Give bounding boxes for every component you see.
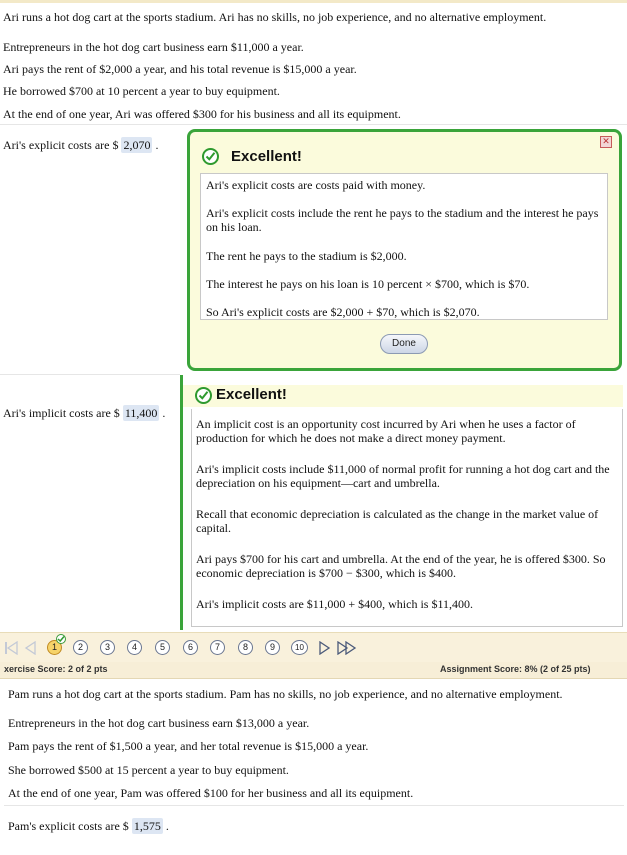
score-bar: [0, 662, 627, 679]
done-button[interactable]: Done: [380, 334, 428, 354]
problem1-fact: He borrowed $700 at 10 percent a year to buy equipment.: [3, 84, 280, 98]
feedback-header: [202, 146, 302, 166]
question-4-button[interactable]: 4: [127, 640, 142, 655]
first-question-icon[interactable]: [4, 641, 38, 655]
assignment-score: Assignment Score: 8% (2 of 25 pts): [440, 664, 591, 674]
problem1-fact: At the end of one year, Ari was offered $300 for his business and all its equipment.: [3, 107, 401, 121]
check-circle-icon: [202, 148, 219, 165]
feedback-paragraph: Ari's implicit costs are $11,000 + $400, which is $11,400.: [196, 597, 474, 611]
problem1-fact: Entrepreneurs in the hot dog cart business earn $11,000 a year.: [3, 40, 304, 54]
implicit-cost-row: [3, 406, 165, 421]
problem2-fact: Entrepreneurs in the hot dog cart business earn $13,000 a year.: [8, 716, 310, 730]
question-7-button[interactable]: 7: [210, 640, 225, 655]
problem2-intro: Pam runs a hot dog cart at the sports stadium. Pam has no skills, no job experience, and no alternative employment.: [8, 687, 563, 701]
explicit-cost-label: Ari's explicit costs are $: [3, 138, 119, 152]
feedback-header: [183, 385, 623, 407]
problem2-fact: At the end of one year, Pam was offered $100 for her business and all its equipment.: [8, 786, 414, 800]
divider: [0, 124, 627, 125]
problem1-intro: Ari runs a hot dog cart at the sports stadium. Ari has no skills, no job experience, and no alternative employment.: [3, 10, 547, 24]
explicit-cost-answer[interactable]: 1,575: [133, 819, 161, 833]
feedback-panel-border: [180, 375, 183, 630]
question-navigation: [0, 632, 627, 663]
feedback-paragraph: Ari's explicit costs are costs paid with money.: [206, 178, 426, 192]
question-10-button[interactable]: 10: [291, 640, 308, 655]
feedback-paragraph: Ari's explicit costs include the rent he pays to the stadium and the interest he pays on his loan.: [206, 206, 599, 234]
feedback-paragraph: Ari pays $700 for his cart and umbrella. At the end of the year, he is offered $300. So economic depreciation is $700 − $300, which is $400.: [196, 552, 606, 580]
question-5-button[interactable]: 5: [155, 640, 170, 655]
problem1-fact: Ari pays the rent of $2,000 a year, and his total revenue is $15,000 a year.: [3, 62, 357, 76]
top-accent-line: [0, 0, 627, 3]
feedback-paragraph: The rent he pays to the stadium is $2,000.: [206, 249, 407, 263]
pam-explicit-cost-row: [8, 819, 169, 834]
explicit-cost-row: [3, 138, 158, 153]
feedback-popup-explicit: [187, 129, 622, 371]
exercise-score: xercise Score: 2 of 2 pts: [4, 664, 108, 674]
close-icon[interactable]: ✕: [600, 136, 612, 148]
next-question-icon[interactable]: [318, 641, 362, 655]
implicit-cost-label: Ari's implicit costs are $: [3, 406, 120, 420]
check-circle-icon: [195, 387, 212, 404]
feedback-title: Excellent!: [231, 147, 302, 165]
implicit-cost-answer[interactable]: 11,400: [124, 406, 158, 420]
question-8-button[interactable]: 8: [238, 640, 253, 655]
feedback-body: [200, 173, 608, 320]
explicit-cost-label: Pam's explicit costs are $: [8, 819, 129, 833]
completed-check-icon: [56, 634, 66, 644]
feedback-paragraph: Ari's implicit costs include $11,000 of normal profit for running a hot dog cart and the depreciation on his equipment—cart and umbrella.: [196, 462, 610, 490]
feedback-paragraph: The interest he pays on his loan is 10 percent × $700, which is $70.: [206, 277, 530, 291]
feedback-paragraph: An implicit cost is an opportunity cost incurred by Ari when he uses a factor of production for which he does not make a direct money payment.: [196, 417, 576, 445]
feedback-title: Excellent!: [216, 386, 287, 403]
question-1-button[interactable]: 1: [47, 640, 62, 655]
feedback-body: [191, 409, 623, 627]
question-9-button[interactable]: 9: [265, 640, 280, 655]
divider: [0, 374, 180, 375]
question-3-button[interactable]: 3: [100, 640, 115, 655]
feedback-paragraph: Recall that economic depreciation is calculated as the change in the market value of capital.: [196, 507, 599, 535]
explicit-cost-answer[interactable]: 2,070: [123, 138, 151, 152]
problem2-fact: Pam pays the rent of $1,500 a year, and her total revenue is $15,000 a year.: [8, 739, 369, 753]
period: .: [155, 138, 159, 152]
period: .: [162, 406, 166, 420]
problem2-fact: She borrowed $500 at 15 percent a year to buy equipment.: [8, 763, 289, 777]
feedback-paragraph: So Ari's explicit costs are $2,000 + $70, which is $2,070.: [206, 305, 480, 319]
period: .: [165, 819, 169, 833]
question-6-button[interactable]: 6: [183, 640, 198, 655]
divider: [4, 805, 624, 806]
question-2-button[interactable]: 2: [73, 640, 88, 655]
